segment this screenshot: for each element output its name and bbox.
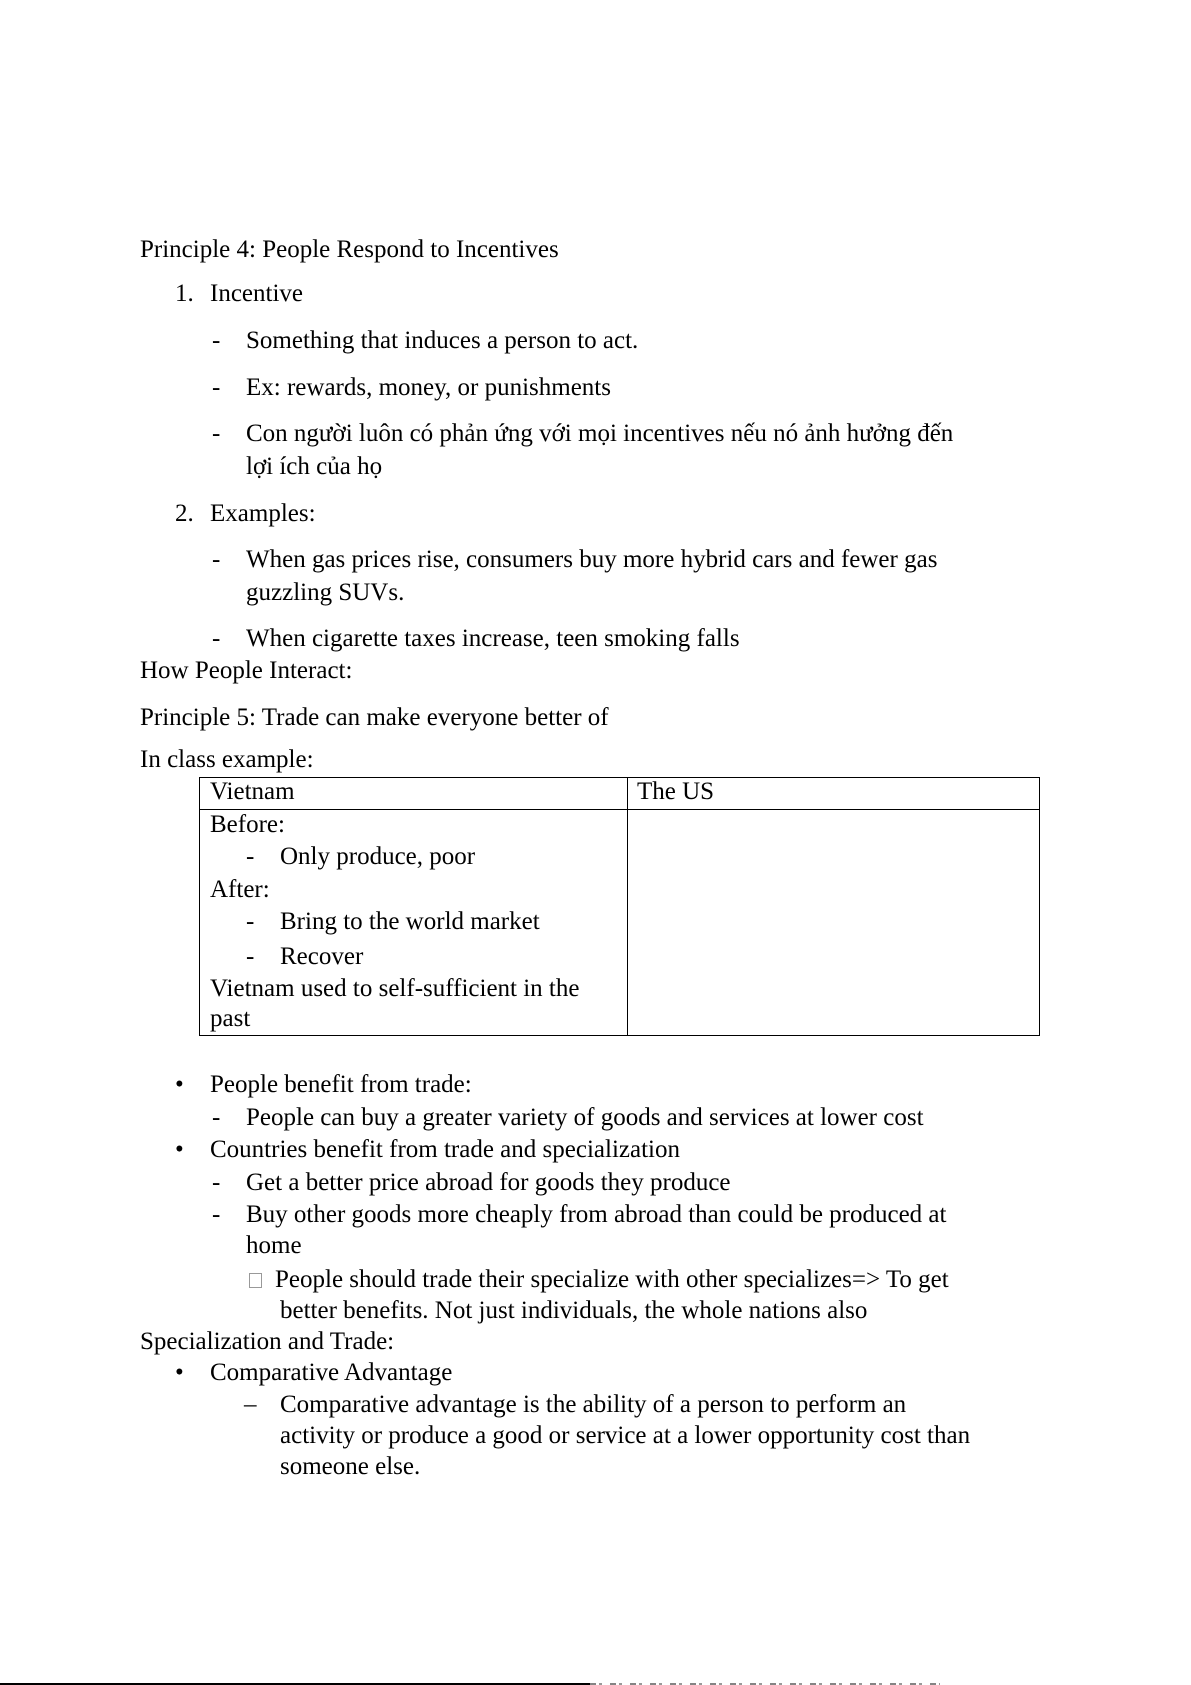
- bullet-marker: •: [175, 1359, 184, 1386]
- dash-marker: -: [212, 625, 221, 652]
- vietnam-note-line-1: Vietnam used to self-sufficient in the: [210, 975, 580, 1002]
- dash-marker: -: [246, 843, 255, 870]
- before-label: Before:: [210, 811, 285, 838]
- conclusion-line-2: better benefits. Not just individuals, the whole nations also: [280, 1297, 868, 1324]
- comparative-definition-line-3: someone else.: [280, 1453, 421, 1480]
- incentive-label: Incentive: [210, 280, 304, 307]
- table-header-divider: [200, 809, 1039, 810]
- vietnamese-note-line-1: Con người luôn có phản ứng với mọi incentives nếu nó ảnh hưởng đến: [246, 420, 954, 447]
- vietnamese-note-line-2: lợi ích của họ: [246, 453, 383, 480]
- gas-example-line-1: When gas prices rise, consumers buy more hybrid cars and fewer gas: [246, 546, 938, 573]
- gas-example-line-2: guzzling SUVs.: [246, 579, 405, 606]
- dash-marker: -: [212, 420, 221, 447]
- bullet-marker: •: [175, 1136, 184, 1163]
- incentive-definition: Something that induces a person to act.: [246, 327, 639, 354]
- how-people-interact-heading: How People Interact:: [140, 657, 353, 684]
- dash-marker: -: [246, 943, 255, 970]
- bullet-marker: •: [175, 1071, 184, 1098]
- cigarette-example: When cigarette taxes increase, teen smoking falls: [246, 625, 740, 652]
- trade-comparison-table: [199, 777, 1040, 1036]
- dash-marker: -: [212, 327, 221, 354]
- dash-marker: -: [212, 1201, 221, 1228]
- dash-marker: -: [212, 546, 221, 573]
- people-benefit-label: People benefit from trade:: [210, 1071, 472, 1098]
- people-benefit-detail: People can buy a greater variety of goods and services at lower cost: [246, 1104, 924, 1131]
- buy-cheaply-line-1: Buy other goods more cheaply from abroad than could be produced at: [246, 1201, 947, 1228]
- dash-marker: -: [246, 908, 255, 935]
- vietnam-note-line-2: past: [210, 1005, 251, 1032]
- after-item-world-market: Bring to the world market: [280, 908, 540, 935]
- dash-marker: -: [212, 374, 221, 401]
- after-item-recover: Recover: [280, 943, 364, 970]
- conclusion-line-1: People should trade their specialize with other specializes=> To get: [275, 1266, 949, 1293]
- comparative-advantage-label: Comparative Advantage: [210, 1359, 453, 1386]
- comparative-definition-line-2: activity or produce a good or service at a lower opportunity cost than: [280, 1422, 971, 1449]
- better-price-detail: Get a better price abroad for goods they produce: [246, 1169, 731, 1196]
- principle-5-heading: Principle 5: Trade can make everyone better of: [140, 704, 609, 731]
- missing-glyph-box-icon: [249, 1265, 262, 1295]
- countries-benefit-label: Countries benefit from trade and specialization: [210, 1136, 680, 1163]
- comparative-definition-line-1: Comparative advantage is the ability of a person to perform an: [280, 1391, 907, 1418]
- buy-cheaply-line-2: home: [246, 1232, 302, 1259]
- dash-marker: -: [212, 1104, 221, 1131]
- before-item: Only produce, poor: [280, 843, 476, 870]
- examples-label: Examples:: [210, 500, 316, 527]
- in-class-example-label: In class example:: [140, 746, 314, 773]
- table-header-vietnam: Vietnam: [210, 778, 295, 805]
- after-label: After:: [210, 876, 270, 903]
- dash-marker: -: [212, 1169, 221, 1196]
- table-header-the-us: The US: [637, 778, 715, 805]
- principle-4-heading: Principle 4: People Respond to Incentives: [140, 236, 559, 263]
- table-column-divider: [627, 778, 628, 1035]
- incentive-examples: Ex: rewards, money, or punishments: [246, 374, 611, 401]
- specialization-heading: Specialization and Trade:: [140, 1328, 395, 1355]
- en-dash-marker: –: [244, 1391, 257, 1418]
- list-number-1: 1.: [175, 280, 194, 307]
- list-number-2: 2.: [175, 500, 194, 527]
